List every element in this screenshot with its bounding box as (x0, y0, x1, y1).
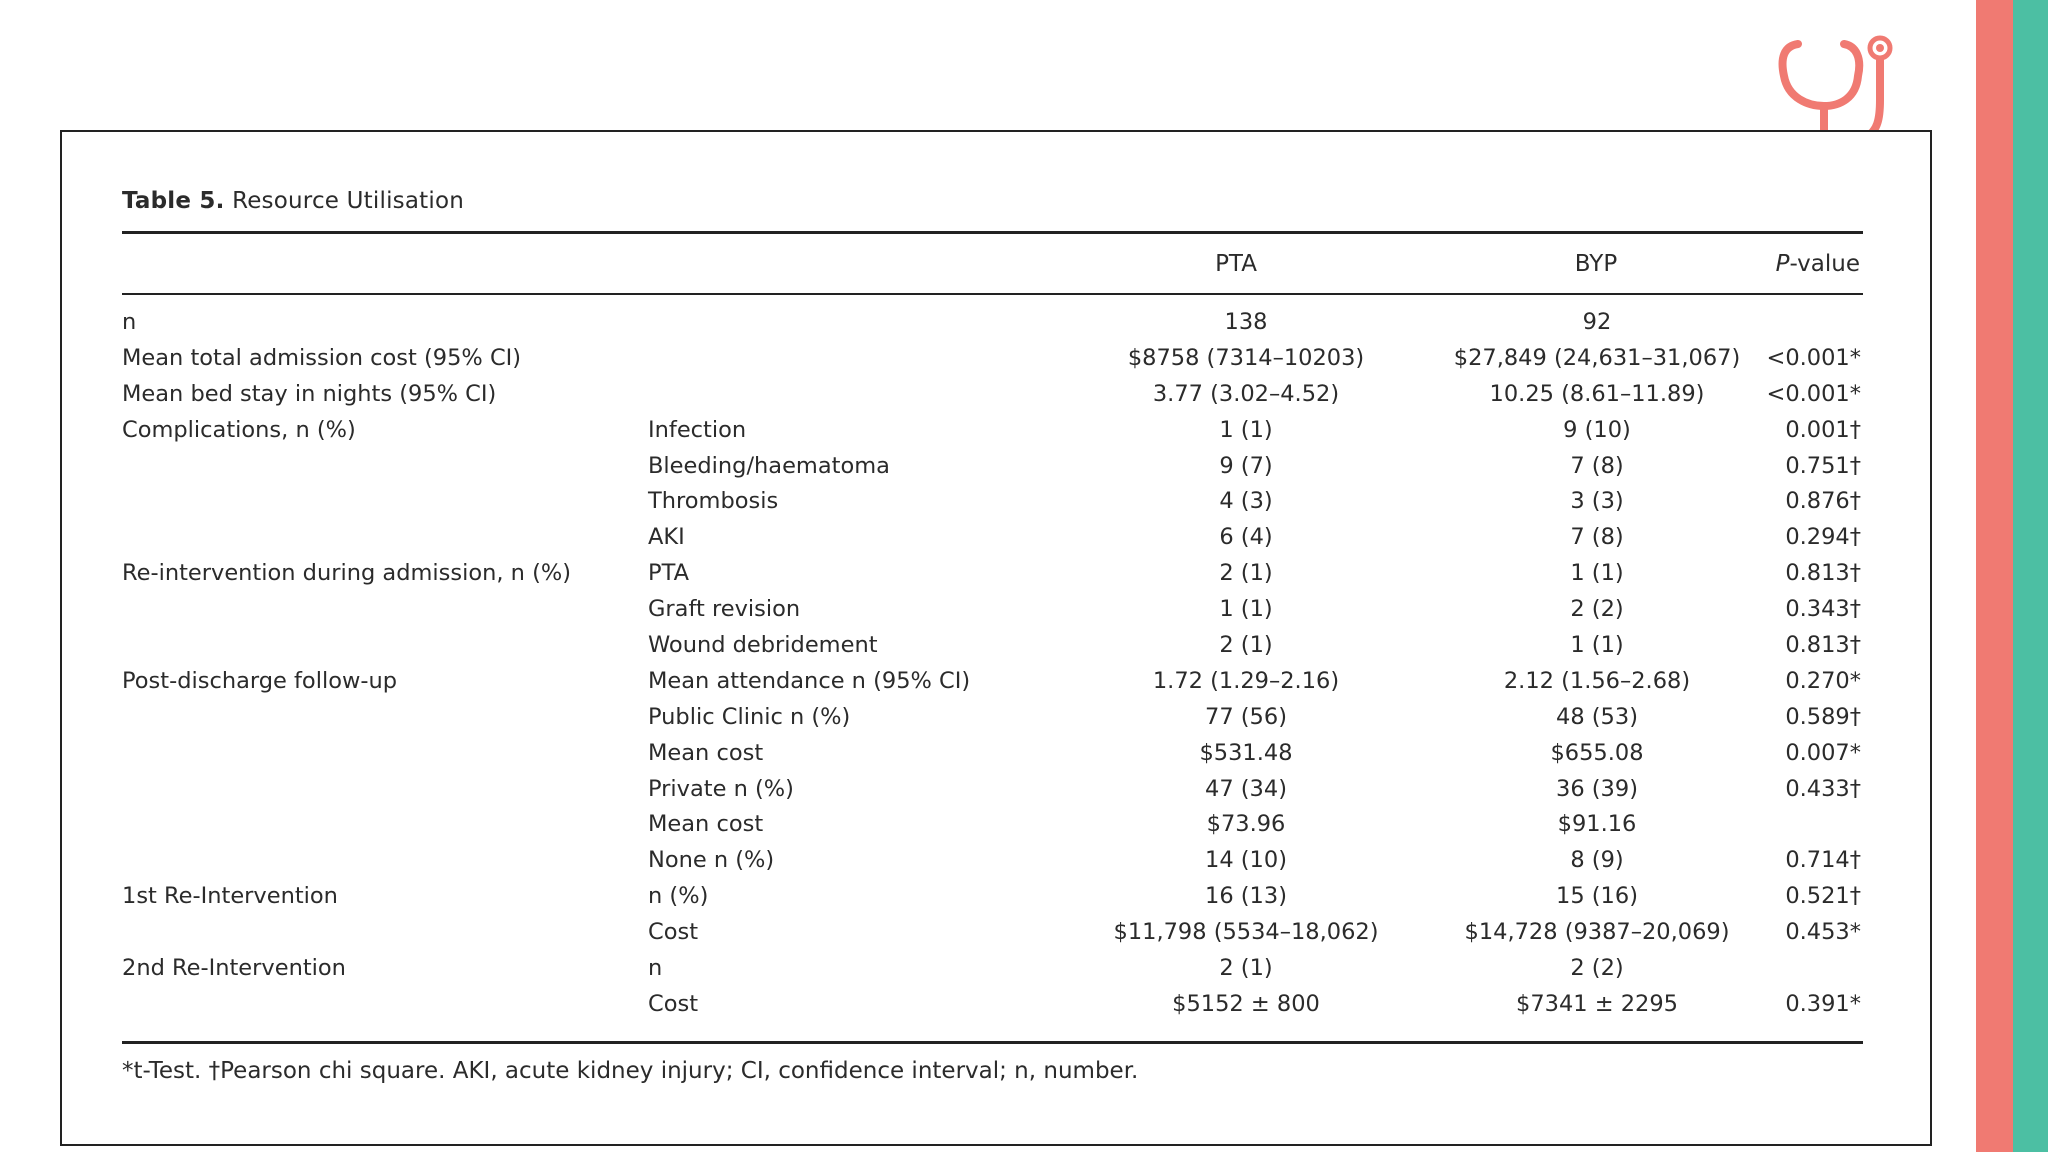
bottom-rule (122, 1041, 1863, 1044)
row-sublabel: Infection (648, 416, 747, 443)
cell-byp: 10.25 (8.61–11.89) (1489, 380, 1705, 407)
top-rule (122, 231, 1863, 234)
cell-pta: 6 (4) (1219, 524, 1273, 551)
table-row (62, 628, 1934, 664)
row-label: Re-intervention during admission, n (%) (122, 560, 572, 587)
row-sublabel: AKI (648, 524, 685, 551)
table-row (62, 377, 1934, 413)
cell-byp: 7 (8) (1570, 452, 1624, 479)
row-sublabel: Mean cost (648, 811, 764, 838)
cell-pvalue: 0.270* (1785, 667, 1861, 694)
header-pvalue (1682, 248, 1860, 280)
cell-pvalue: 0.453* (1785, 919, 1861, 946)
cell-pta: 1.72 (1.29–2.16) (1152, 667, 1340, 694)
cell-pta: 1 (1) (1219, 416, 1273, 443)
cell-pvalue: <0.001* (1766, 344, 1861, 371)
cell-pta: 14 (10) (1205, 847, 1287, 874)
row-sublabel: Private n (%) (648, 775, 794, 802)
row-sublabel: Cost (648, 990, 699, 1017)
table-row (62, 772, 1934, 808)
cell-pta: $531.48 (1199, 739, 1293, 766)
cell-byp: 2.12 (1.56–2.68) (1503, 667, 1691, 694)
row-sublabel: Mean cost (648, 739, 764, 766)
cell-pvalue: <0.001* (1766, 380, 1861, 407)
table-row (62, 556, 1934, 592)
row-sublabel: n (648, 955, 663, 982)
table-footnote: *t-Test. †Pearson chi square. AKI, acute kidney injury; CI, confidence interval; n, number. (122, 1058, 1139, 1084)
table-row (62, 520, 1934, 556)
header-rule (122, 293, 1863, 295)
table-row (62, 700, 1934, 736)
table-body (62, 305, 1934, 1023)
cell-pvalue: 0.714† (1785, 847, 1861, 874)
cell-pvalue: 0.751† (1785, 452, 1861, 479)
cell-byp: $14,728 (9387–20,069) (1464, 919, 1730, 946)
cell-byp: 7 (8) (1570, 524, 1624, 551)
cell-pta: $8758 (7314–10203) (1127, 344, 1365, 371)
header-pta: PTA (1215, 251, 1257, 277)
cell-pvalue: 0.007* (1785, 739, 1861, 766)
cell-pvalue: 0.391* (1785, 990, 1861, 1017)
cell-pvalue: 0.521† (1785, 883, 1861, 910)
cell-byp: 36 (39) (1556, 775, 1638, 802)
caption-title: Resource Utilisation (232, 188, 465, 214)
cell-pvalue: 0.001† (1785, 416, 1861, 443)
cell-byp: 92 (1582, 309, 1612, 335)
row-label: n (122, 309, 137, 335)
header-byp: BYP (1574, 251, 1618, 277)
cell-pvalue: 0.589† (1785, 703, 1861, 730)
cell-pvalue: 0.343† (1785, 596, 1861, 623)
cell-byp: 15 (16) (1556, 883, 1638, 910)
table-row (62, 413, 1934, 449)
header-pvalue-rest: -value (1789, 251, 1860, 277)
cell-pta: 47 (34) (1205, 775, 1287, 802)
row-sublabel: PTA (648, 560, 689, 587)
cell-pta: 2 (1) (1219, 632, 1273, 659)
table-row (62, 736, 1934, 772)
cell-byp: $655.08 (1550, 739, 1644, 766)
cell-byp: $7341 ± 2295 (1516, 990, 1678, 1017)
cell-byp: 48 (53) (1556, 703, 1638, 730)
table-row (62, 449, 1934, 485)
cell-byp: 2 (2) (1570, 596, 1624, 623)
row-sublabel: Bleeding/haematoma (648, 452, 890, 479)
cell-byp: $27,849 (24,631–31,067) (1453, 344, 1741, 371)
stethoscope-icon (1778, 30, 1896, 136)
cell-pta: $11,798 (5534–18,062) (1113, 919, 1379, 946)
cell-pta: $73.96 (1206, 811, 1286, 838)
row-sublabel: Wound debridement (648, 632, 878, 659)
table-row (62, 915, 1934, 951)
cell-byp: 2 (2) (1570, 955, 1624, 982)
cell-pta: $5152 ± 800 (1172, 990, 1320, 1017)
row-sublabel: None n (%) (648, 847, 775, 874)
cell-byp: 8 (9) (1570, 847, 1624, 874)
row-sublabel: Cost (648, 919, 699, 946)
cell-byp: 1 (1) (1570, 560, 1624, 587)
table-caption (122, 188, 464, 214)
table-card (60, 130, 1932, 1146)
table-row (62, 484, 1934, 520)
table-row (62, 592, 1934, 628)
cell-pta: 4 (3) (1219, 488, 1273, 515)
cell-pta: 77 (56) (1205, 703, 1287, 730)
cell-pvalue: 0.876† (1785, 488, 1861, 515)
cell-pta: 2 (1) (1219, 560, 1273, 587)
table-row (62, 305, 1934, 341)
row-sublabel: n (%) (648, 883, 709, 910)
caption-label: Table 5. (122, 188, 225, 214)
cell-byp: 3 (3) (1570, 488, 1624, 515)
table-row (62, 664, 1934, 700)
header-pvalue-italic: P (1775, 251, 1790, 277)
row-sublabel: Graft revision (648, 596, 801, 623)
cell-pvalue: 0.433† (1785, 775, 1861, 802)
table-row (62, 951, 1934, 987)
row-sublabel: Public Clinic n (%) (648, 703, 851, 730)
cell-pta: 138 (1224, 309, 1268, 335)
cell-pta: 2 (1) (1219, 955, 1273, 982)
table-row (62, 879, 1934, 915)
table-row (62, 987, 1934, 1023)
row-label: 1st Re-Intervention (122, 883, 338, 910)
cell-pvalue: 0.294† (1785, 524, 1861, 551)
cell-byp: $91.16 (1557, 811, 1637, 838)
table-row (62, 807, 1934, 843)
cell-pvalue: 0.813† (1785, 632, 1861, 659)
table-row (62, 843, 1934, 879)
row-label: Mean total admission cost (95% CI) (122, 344, 522, 371)
cell-pvalue: 0.813† (1785, 560, 1861, 587)
row-label: Complications, n (%) (122, 416, 356, 443)
row-sublabel: Mean attendance n (95% CI) (648, 667, 971, 694)
cell-byp: 1 (1) (1570, 632, 1624, 659)
row-label: Post-discharge follow-up (122, 667, 398, 694)
row-label: 2nd Re-Intervention (122, 955, 346, 982)
cell-pta: 3.77 (3.02–4.52) (1152, 380, 1340, 407)
row-sublabel: Thrombosis (648, 488, 779, 515)
cell-byp: 9 (10) (1563, 416, 1631, 443)
accent-stripe-teal (2013, 0, 2048, 1152)
cell-pta: 1 (1) (1219, 596, 1273, 623)
cell-pta: 16 (13) (1205, 883, 1287, 910)
row-label: Mean bed stay in nights (95% CI) (122, 380, 497, 407)
accent-stripe-red (1976, 0, 2013, 1152)
cell-pta: 9 (7) (1219, 452, 1273, 479)
table-row (62, 341, 1934, 377)
